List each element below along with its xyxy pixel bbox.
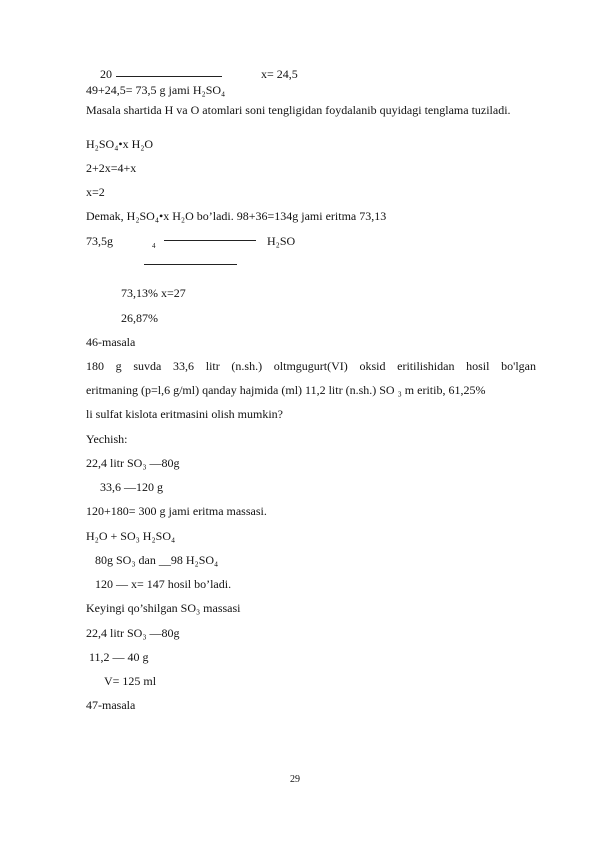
line-percent-1: 73,13% x=27 (121, 286, 186, 300)
line-x-value: x=2 (86, 185, 105, 199)
problem-text-line-3: li sulfat kislota eritmasini olish mumkin? (86, 407, 283, 421)
line-percent-2: 26,87% (121, 311, 158, 325)
solution-line: 22,4 litr SO₃ —80g (86, 456, 180, 470)
fraction-rule (144, 264, 237, 265)
line-formula: H₂SO₄•x H₂O (86, 137, 154, 151)
line-total-mass: 49+24,5= 73,5 g jami H₂SO₄ (86, 83, 226, 97)
line-conclusion: Demak, H₂SO₄•x H₂O bo’ladi. 98+36=134g jami eritma 73,13 (86, 209, 387, 223)
solution-answer: V= 125 ml (104, 674, 157, 688)
line-equation: 2+2x=4+x (86, 161, 137, 175)
problem-heading-46: 46-masala (86, 335, 136, 349)
solution-line: 120 — x= 147 hosil bo’ladi. (95, 577, 232, 591)
subscript-4: 4 (152, 242, 156, 250)
solution-line: 120+180= 300 g jami eritma massasi. (86, 504, 267, 518)
solution-line: 33,6 —120 g (100, 480, 163, 494)
reaction-equation: H₂O + SO₃ H₂SO₄ (86, 529, 176, 543)
fraction-rule (116, 76, 222, 77)
solution-line: Keyingi qo’shilgan SO₃ massasi (86, 601, 241, 615)
line-20: 20 (100, 67, 112, 81)
solution-line: 11,2 — 40 g (89, 650, 149, 664)
solution-line: 80g SO₃ dan __98 H₂SO₄ (95, 553, 219, 567)
problem-text-line-1: 180 g suvda 33,6 litr (n.sh.) oltmgugurt(VI) oksid eritilishidan hosil bo'lgan (86, 359, 536, 373)
solution-heading: Yechish: (86, 432, 128, 446)
page-number: 29 (290, 774, 300, 785)
line-condition: Masala shartida H va O atomlari soni tengligidan foydalanib quyidagi tenglama tuziladi. (86, 103, 511, 117)
problem-text-line-2: eritmaning (p=l,6 g/ml) qanday hajmida (ml) 11,2 litr (n.sh.) SO ₃ m eritib, 61,25% (86, 383, 486, 397)
line-x-result: x= 24,5 (261, 67, 298, 81)
fraction-rule (164, 240, 256, 241)
line-h2so: H₂SO (267, 234, 296, 248)
line-mass: 73,5g (86, 234, 113, 248)
solution-line: 22,4 litr SO₃ —80g (86, 626, 180, 640)
problem-heading-47: 47-masala (86, 698, 136, 712)
